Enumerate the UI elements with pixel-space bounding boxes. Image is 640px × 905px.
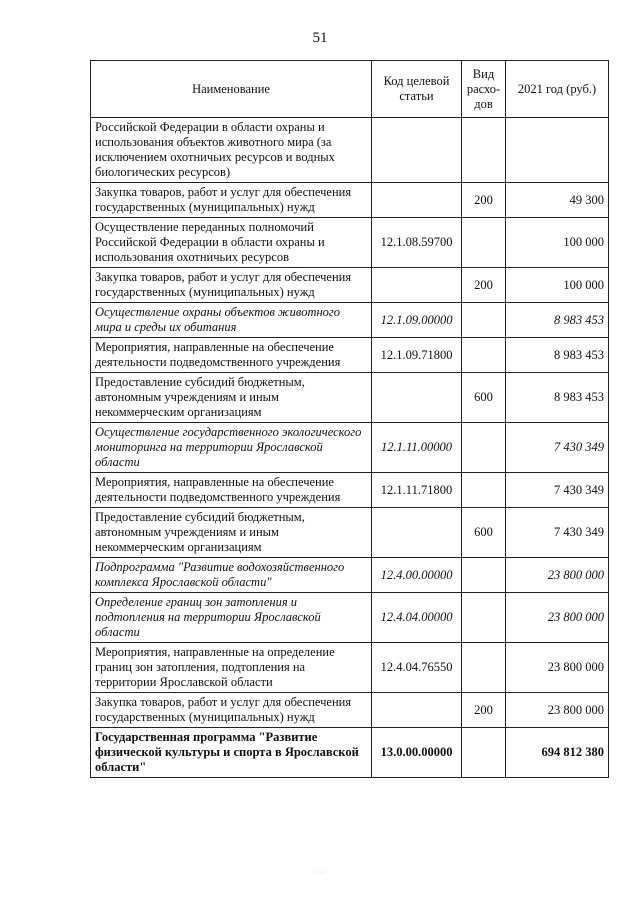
row-type-cell [462,118,506,183]
row-type-cell: 600 [462,373,506,423]
row-type-cell: 200 [462,693,506,728]
header-name: Наименование [91,61,372,118]
row-type-cell: 200 [462,268,506,303]
footer-mark: · · [316,868,324,877]
page-number: 51 [312,30,328,46]
row-code-cell: 13.0.00.00000 [372,728,462,778]
row-amount-cell: 7 430 349 [506,423,609,473]
row-type-cell [462,643,506,693]
row-name-cell: Закупка товаров, работ и услуг для обеспечения государственных (муниципальных) нужд [91,268,372,303]
row-type-cell [462,218,506,268]
row-amount-cell: 7 430 349 [506,473,609,508]
row-code-cell [372,118,462,183]
table-row [91,373,609,423]
row-amount-cell: 8 983 453 [506,338,609,373]
row-code-cell: 12.1.11.71800 [372,473,462,508]
row-name-cell: Мероприятия, направленные на обеспечение деятельности подведомственного учреждения [91,338,372,373]
row-amount-cell: 49 300 [506,183,609,218]
row-amount-cell: 23 800 000 [506,558,609,593]
row-amount-cell [506,118,609,183]
table-row [91,118,609,183]
row-name-cell: Предоставление субсидий бюджетным, автономным учреждениям и иным некоммерческим организациям [91,373,372,423]
row-name-cell: Государственная программа "Развитие физической культуры и спорта в Ярославской области" [91,728,372,778]
header-amount: 2021 год (руб.) [506,61,609,118]
row-name-cell: Мероприятия, направленные на определение границ зон затопления, подтопления на территории Ярославской области [91,643,372,693]
table-row [91,693,609,728]
row-type-cell [462,728,506,778]
table-row [91,423,609,473]
row-amount-cell: 100 000 [506,268,609,303]
row-type-cell [462,303,506,338]
row-type-cell: 600 [462,508,506,558]
row-name-cell: Предоставление субсидий бюджетным, автономным учреждениям и иным некоммерческим организациям [91,508,372,558]
row-amount-cell: 8 983 453 [506,303,609,338]
row-name-cell: Осуществление государственного экологического мониторинга на территории Ярославской области [91,423,372,473]
row-name-cell: Закупка товаров, работ и услуг для обеспечения государственных (муниципальных) нужд [91,693,372,728]
row-name-cell: Закупка товаров, работ и услуг для обеспечения государственных (муниципальных) нужд [91,183,372,218]
row-name-cell: Осуществление охраны объектов животного мира и среды их обитания [91,303,372,338]
row-amount-cell: 23 800 000 [506,693,609,728]
table-row [91,508,609,558]
budget-table [90,60,609,778]
table-row [91,473,609,508]
row-type-cell [462,593,506,643]
row-code-cell: 12.1.11.00000 [372,423,462,473]
row-type-cell [462,473,506,508]
table-header-row [91,61,609,118]
row-code-cell: 12.4.04.76550 [372,643,462,693]
row-amount-cell: 100 000 [506,218,609,268]
row-type-cell [462,558,506,593]
header-code: Код целевой статьи [372,61,462,118]
row-amount-cell: 8 983 453 [506,373,609,423]
row-name-cell: Осуществление переданных полномочий Российской Федерации в области охраны и использования охотничьих ресурсов [91,218,372,268]
row-amount-cell: 23 800 000 [506,593,609,643]
row-name-cell: Подпрограмма "Развитие водохозяйственного комплекса Ярославской области" [91,558,372,593]
table-row [91,593,609,643]
table-row [91,183,609,218]
table-row [91,338,609,373]
row-code-cell [372,183,462,218]
row-name-cell: Мероприятия, направленные на обеспечение деятельности подведомственного учреждения [91,473,372,508]
row-code-cell [372,373,462,423]
row-code-cell [372,508,462,558]
row-type-cell: 200 [462,183,506,218]
table-row [91,268,609,303]
row-code-cell: 12.1.08.59700 [372,218,462,268]
row-amount-cell: 23 800 000 [506,643,609,693]
row-code-cell: 12.4.00.00000 [372,558,462,593]
table-row [91,558,609,593]
row-amount-cell: 694 812 380 [506,728,609,778]
row-code-cell: 12.4.04.00000 [372,593,462,643]
row-code-cell: 12.1.09.00000 [372,303,462,338]
row-amount-cell: 7 430 349 [506,508,609,558]
row-type-cell [462,338,506,373]
table-row [91,643,609,693]
row-type-cell [462,423,506,473]
row-name-cell: Российской Федерации в области охраны и использования объектов животного мира (за исключением охотничьих ресурсов и водных биологических ресурсов) [91,118,372,183]
table-row [91,728,609,778]
row-code-cell [372,693,462,728]
table-body [91,118,609,778]
row-name-cell: Определение границ зон затопления и подтопления на территории Ярославской области [91,593,372,643]
table-row [91,303,609,338]
table-row [91,218,609,268]
row-code-cell: 12.1.09.71800 [372,338,462,373]
header-type: Вид расхо-дов [462,61,506,118]
row-code-cell [372,268,462,303]
